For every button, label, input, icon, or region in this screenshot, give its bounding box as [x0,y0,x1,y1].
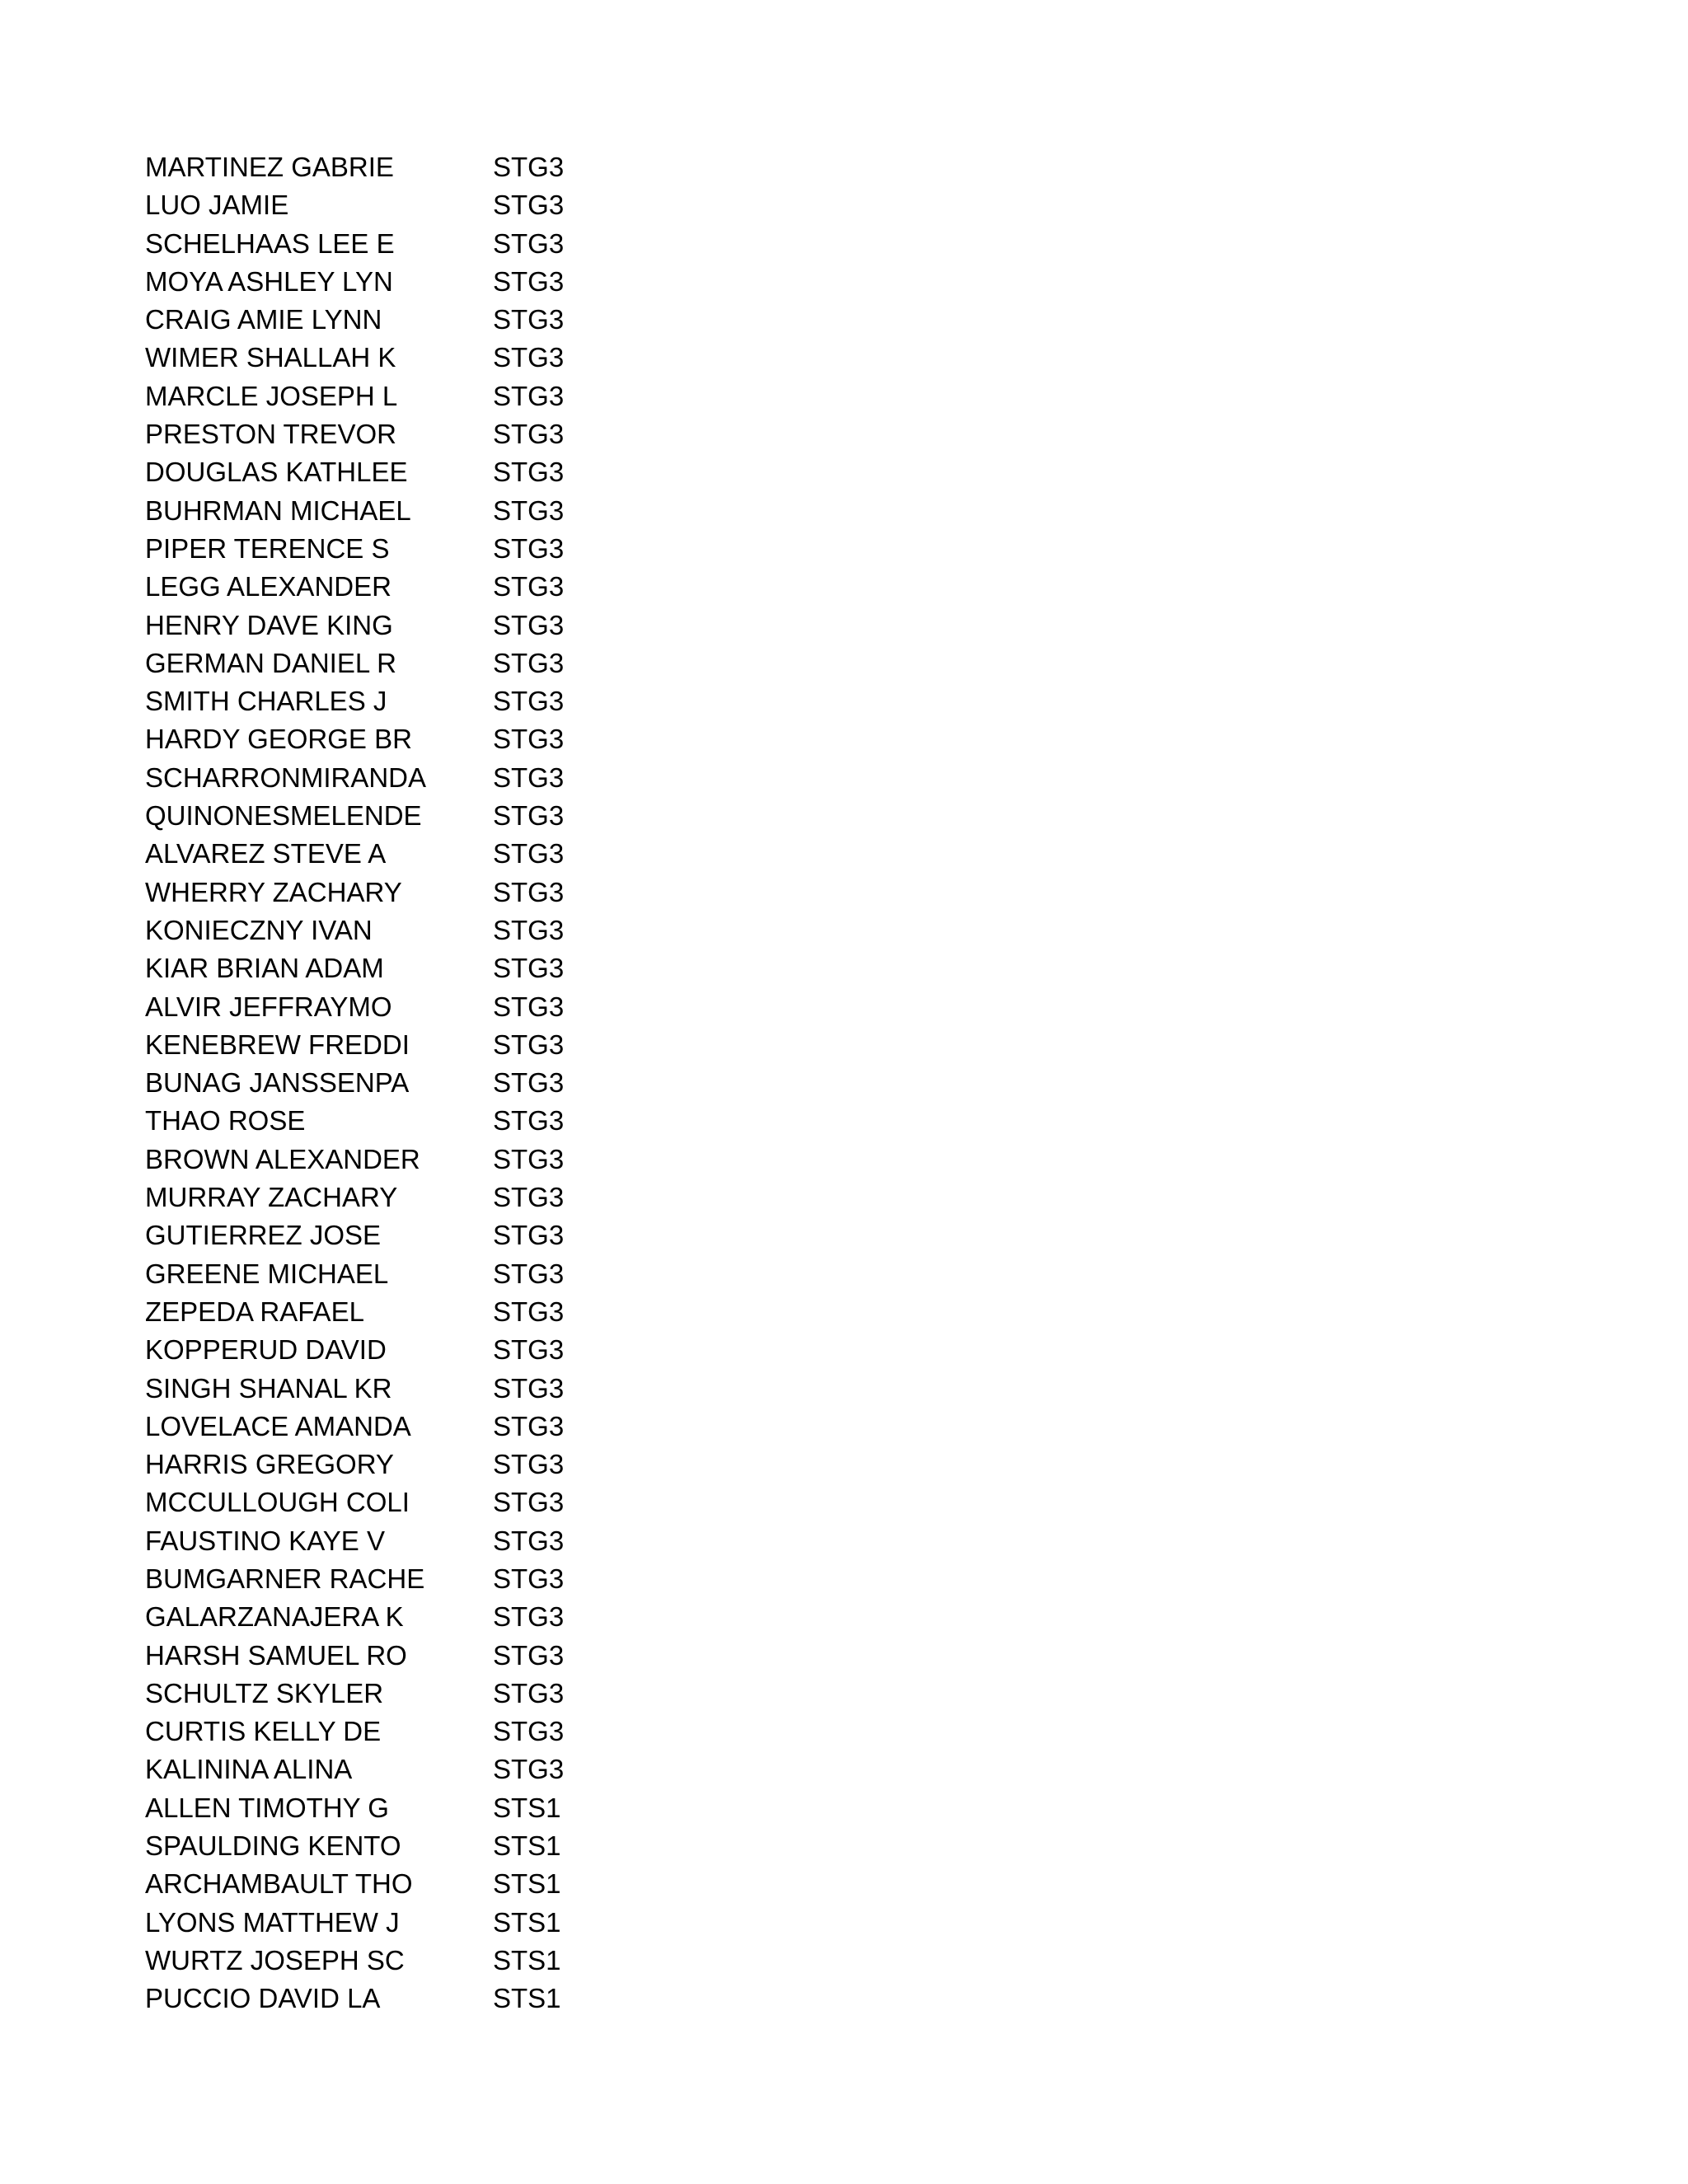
rating-code: STG3 [493,532,565,564]
person-name: MOYA ASHLEY LYN [145,265,393,297]
person-name: KONIECZNY IVAN [145,914,373,945]
list-item [145,835,640,873]
rating-code: STG3 [493,1296,565,1327]
list-item [145,1483,640,1521]
rating-code: STG3 [493,1563,565,1594]
list-item [145,1560,640,1598]
rating-code: STG3 [493,1754,565,1785]
rating-code: STS1 [493,1983,561,2014]
rating-code: STG3 [493,1677,565,1708]
person-name: SCHELHAAS LEE E [145,227,395,259]
list-item [145,492,640,530]
rating-code: STG3 [493,1372,565,1404]
person-name: PUCCIO DAVID LA [145,1983,381,2014]
rating-code: STG3 [493,1029,565,1060]
rating-code: STG3 [493,991,565,1022]
roster-list [145,148,640,2018]
person-name: GERMAN DANIEL R [145,647,396,678]
rating-code: STS1 [493,1868,561,1900]
list-item [145,1789,640,1827]
rating-code: STG3 [493,1220,565,1251]
rating-code: STG3 [493,1410,565,1441]
list-item [145,186,640,224]
rating-code: STG3 [493,304,565,335]
rating-code: STS1 [493,1830,561,1862]
list-item [145,1904,640,1942]
list-item [145,1026,640,1064]
person-name: SCHULTZ SKYLER [145,1677,384,1708]
person-name: LOVELACE AMANDA [145,1410,411,1441]
rating-code: STG3 [493,1487,565,1518]
list-item [145,1370,640,1408]
person-name: MCCULLOUGH COLI [145,1487,410,1518]
person-name: MARTINEZ GABRIE [145,152,394,182]
person-name: HARDY GEORGE BR [145,724,412,755]
person-name: THAO ROSE [145,1105,306,1137]
list-item [145,1522,640,1560]
list-item [145,1141,640,1179]
rating-code: STG3 [493,1182,565,1213]
person-name: ARCHAMBAULT THO [145,1868,413,1900]
rating-code: STG3 [493,1258,565,1289]
rating-code: STG3 [493,724,565,755]
person-name: BUNAG JANSSENPA [145,1067,410,1099]
list-item [145,720,640,758]
person-name: SINGH SHANAL KR [145,1372,392,1404]
list-item [145,1980,640,2018]
rating-code: STS1 [493,1944,561,1975]
person-name: WHERRY ZACHARY [145,876,402,907]
rating-code: STG3 [493,838,565,869]
list-item [145,1675,640,1713]
rating-code: STG3 [493,190,565,221]
rating-code: STG3 [493,914,565,945]
list-item [145,1598,640,1636]
list-item [145,415,640,453]
rating-code: STG3 [493,1143,565,1174]
rating-code: STG3 [493,265,565,297]
rating-code: STG3 [493,876,565,907]
list-item [145,1446,640,1483]
person-name: SMITH CHARLES J [145,686,387,717]
rating-code: STG3 [493,1105,565,1137]
list-item [145,1293,640,1331]
list-item [145,568,640,606]
rating-code: STG3 [493,686,565,717]
list-item [145,1102,640,1140]
person-name: MARCLE JOSEPH L [145,380,398,411]
list-item [145,1064,640,1102]
rating-code: STG3 [493,1639,565,1671]
list-item [145,1331,640,1369]
person-name: WIMER SHALLAH K [145,342,396,373]
person-name: ALLEN TIMOTHY G [145,1792,389,1823]
list-item [145,797,640,835]
person-name: KENEBREW FREDDI [145,1029,410,1060]
rating-code: STG3 [493,800,565,832]
rating-code: STG3 [493,457,565,488]
person-name: SPAULDING KENTO [145,1830,401,1862]
person-name: GUTIERREZ JOSE [145,1220,382,1251]
person-name: HARRIS GREGORY [145,1449,394,1480]
list-item [145,1942,640,1980]
person-name: MURRAY ZACHARY [145,1182,398,1213]
person-name: KALININA ALINA [145,1754,353,1785]
rating-code: STG3 [493,1334,565,1366]
person-name: HENRY DAVE KING [145,609,393,640]
list-item [145,263,640,301]
list-item [145,225,640,263]
list-item [145,1179,640,1216]
list-item [145,607,640,644]
person-name: QUINONESMELENDE [145,800,422,832]
list-item [145,644,640,682]
list-item [145,759,640,797]
list-item [145,1750,640,1788]
person-name: DOUGLAS KATHLEE [145,457,408,488]
list-item [145,1408,640,1446]
person-name: SCHARRONMIRANDA [145,762,427,793]
list-item [145,949,640,987]
person-name: CRAIG AMIE LYNN [145,304,382,335]
person-name: ZEPEDA RAFAEL [145,1296,364,1327]
person-name: KIAR BRIAN ADAM [145,953,384,984]
list-item [145,377,640,415]
list-item [145,1713,640,1750]
rating-code: STS1 [493,1792,561,1823]
list-item [145,988,640,1026]
rating-code: STG3 [493,953,565,984]
person-name: KOPPERUD DAVID [145,1334,387,1366]
list-item [145,682,640,720]
person-name: ALVAREZ STEVE A [145,838,387,869]
person-name: FAUSTINO KAYE V [145,1525,385,1556]
rating-code: STG3 [493,494,565,526]
person-name: PRESTON TREVOR [145,419,397,450]
rating-code: STG3 [493,380,565,411]
list-item [145,1216,640,1254]
list-item [145,530,640,568]
rating-code: STG3 [493,227,565,259]
rating-code: STS1 [493,1906,561,1938]
list-item [145,1637,640,1675]
person-name: PIPER TERENCE S [145,532,390,564]
rating-code: STG3 [493,1716,565,1747]
person-name: LEGG ALEXANDER [145,571,392,602]
rating-code: STG3 [493,609,565,640]
person-name: BUMGARNER RACHE [145,1563,425,1594]
list-item [145,1255,640,1293]
list-item [145,1865,640,1903]
person-name: WURTZ JOSEPH SC [145,1944,405,1975]
list-item [145,1827,640,1865]
person-name: GREENE MICHAEL [145,1258,389,1289]
list-item [145,339,640,377]
list-item [145,912,640,949]
rating-code: STG3 [493,342,565,373]
person-name: LUO JAMIE [145,190,289,221]
rating-code: STG3 [493,647,565,678]
rating-code: STG3 [493,762,565,793]
person-name: CURTIS KELLY DE [145,1716,382,1747]
rating-code: STG3 [493,419,565,450]
list-item [145,453,640,491]
person-name: HARSH SAMUEL RO [145,1639,407,1671]
person-name: BROWN ALEXANDER [145,1143,420,1174]
rating-code: STG3 [493,1601,565,1633]
list-item [145,301,640,339]
person-name: ALVIR JEFFRAYMO [145,991,392,1022]
person-name: GALARZANAJERA K [145,1601,404,1633]
rating-code: STG3 [493,1067,565,1099]
rating-code: STG3 [493,571,565,602]
list-item [145,874,640,912]
rating-code: STG3 [493,1449,565,1480]
list-item [145,148,640,186]
rating-code: STG3 [493,152,565,182]
person-name: LYONS MATTHEW J [145,1906,400,1938]
person-name: BUHRMAN MICHAEL [145,494,411,526]
rating-code: STG3 [493,1525,565,1556]
